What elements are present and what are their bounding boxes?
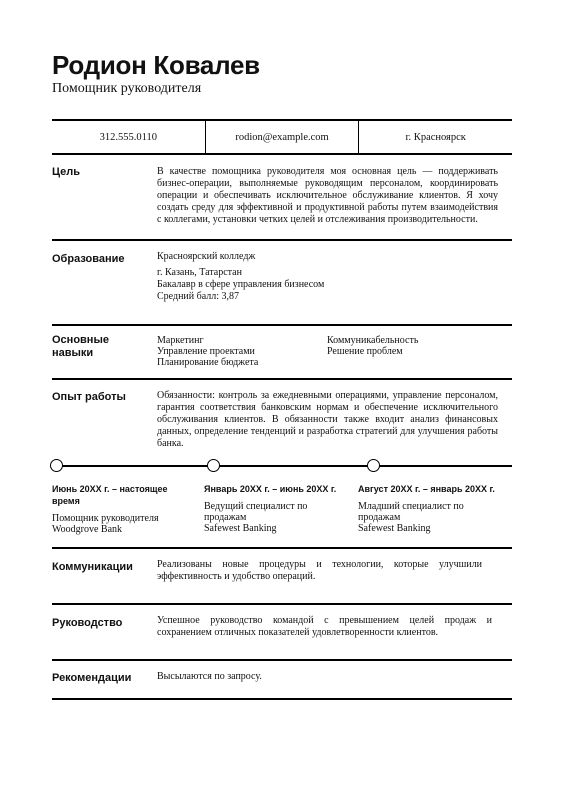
job-position: Помощник руководителя: [52, 513, 159, 524]
job-dates: Август 20XX г. – январь 20XX г.: [358, 484, 495, 494]
education-school: Красноярский колледж: [157, 251, 256, 262]
communication-text: Реализованы новые процедуры и технологии, которые улучшили эффективность и удобство операций.: [157, 559, 482, 582]
resume-name: Родион Ковалев: [52, 50, 260, 80]
communication-title: Коммуникации: [52, 561, 133, 573]
references-section: [52, 661, 512, 700]
timeline-node: [50, 459, 63, 472]
leadership-section: [52, 605, 512, 661]
job-position: Младший специалист по продажам: [358, 501, 464, 523]
skills-list: [157, 335, 497, 368]
job-entry: [204, 483, 354, 534]
communication-section: [52, 549, 512, 605]
job-dates: Январь 20XX г. – июнь 20XX г.: [204, 484, 337, 494]
education-title: Образование: [52, 253, 125, 265]
skill-item: Планирование бюджета: [157, 357, 259, 368]
education-location: г. Казань, Татарстан: [157, 267, 242, 278]
timeline-node: [367, 459, 380, 472]
skill-item: Маркетинг: [157, 335, 204, 346]
job-dates: Июнь 20XX г. – настоящее время: [52, 484, 168, 506]
email-text: rodion@example.com: [205, 121, 360, 153]
education-section: [52, 241, 512, 326]
skill-item: Управление проектами: [157, 346, 255, 357]
references-title: Рекомендации: [52, 672, 132, 684]
education-degree: Бакалавр в сфере управления бизнесом: [157, 279, 325, 290]
job-company: Safewest Banking: [358, 523, 431, 534]
experience-text: Обязанности: контроль за ежедневными операциями, управление персоналом, гарантия соответствия банковским нормам и обеспечение исключительного обслуживания клиентов. В обязанности также входит анализ финансовых данных, определение тенденций и разработка стратегий для улучшения работы банка.: [157, 390, 498, 449]
resume-subtitle: Помощник руководителя: [52, 81, 202, 96]
education-gpa: Средний балл: 3,87: [157, 291, 239, 302]
contact-bar: [52, 119, 512, 155]
skill-item: Коммуникабельность: [327, 335, 419, 346]
education-body: [157, 251, 498, 303]
job-company: Woodgrove Bank: [52, 524, 123, 535]
skills-column-left: [157, 335, 327, 368]
experience-title: Опыт работы: [52, 391, 126, 403]
skill-item: Решение проблем: [327, 346, 403, 357]
job-position: Ведущий специалист по продажам: [204, 501, 308, 523]
skills-section: [52, 326, 512, 380]
objective-section: [52, 155, 512, 241]
references-text: Высылаются по запросу.: [157, 671, 262, 682]
skills-column-right: [327, 335, 497, 368]
skills-title: Основные навыки: [52, 334, 109, 359]
phone-text: 312.555.0110: [99, 131, 158, 143]
objective-title: Цель: [52, 166, 81, 178]
leadership-text: Успешное руководство командой с превышением целей продаж и сохранением отличных показателей удовлетворенности клиентов.: [157, 615, 492, 638]
job-entry: [52, 483, 182, 535]
job-entry: [358, 483, 512, 534]
experience-timeline: [52, 465, 512, 467]
timeline-node: [207, 459, 220, 472]
job-company: Safewest Banking: [204, 523, 277, 534]
objective-text: В качестве помощника руководителя моя основная цель — поддерживать бизнес-операции, выполняемые руководящим персоналом, координировать операции и обеспечивать исключительное обслуживание клиентов. Я хочу создать среду для эффективной и продуктивной работы путем взаимодействия с коллегами, установки четких целей и отслеживания производительности.: [157, 166, 498, 225]
leadership-title: Руководство: [52, 617, 123, 629]
city-text: г. Красноярск: [405, 131, 466, 143]
